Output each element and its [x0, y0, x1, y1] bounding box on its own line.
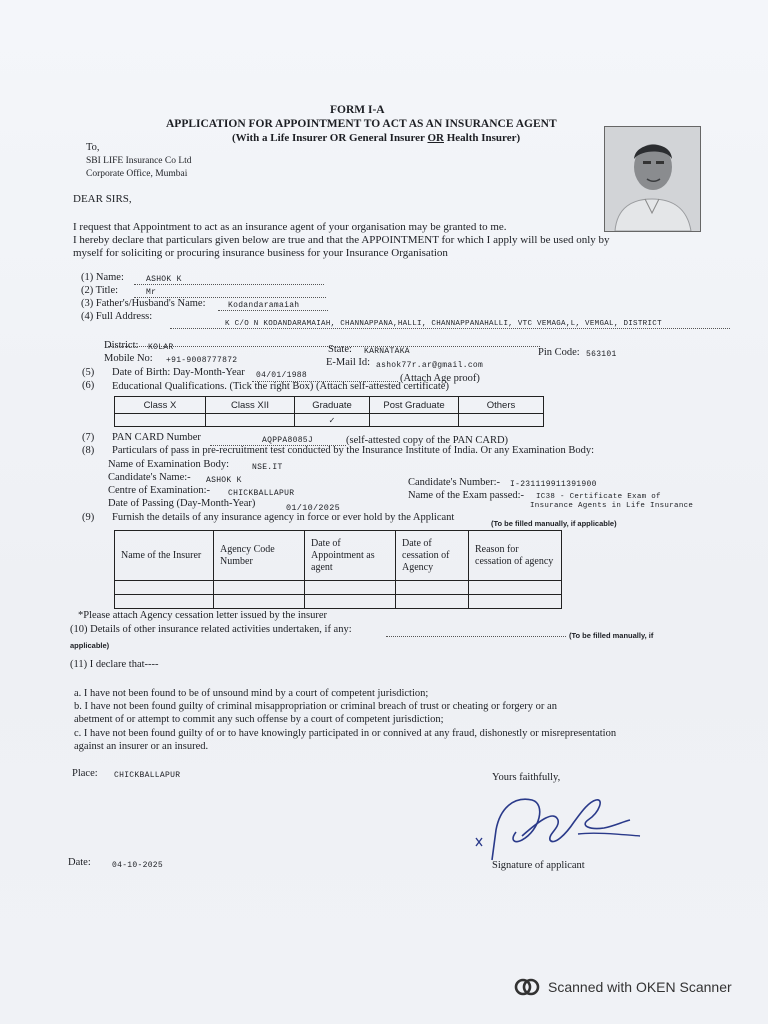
- agency-table: [114, 530, 562, 609]
- exam-centre-value: CHICKBALLAPUR: [228, 489, 295, 498]
- exam-passed-value-2: Insurance Agents in Life Insurance: [530, 502, 694, 510]
- edu-tick-class-xii[interactable]: [206, 414, 295, 427]
- declaration-c-2: against an insurer or an insured.: [74, 741, 209, 752]
- agency-header-code: Agency Code Number: [214, 531, 305, 581]
- mobile-value: +91-9008777872: [166, 356, 238, 365]
- addressee-line1: SBI LIFE Insurance Co Ltd: [86, 156, 192, 166]
- candidate-name-label: Candidate's Name:-: [108, 472, 191, 483]
- dob-label: Date of Birth: Day-Month-Year: [112, 367, 245, 378]
- agency-number: (9): [82, 512, 95, 523]
- pincode-value: 563101: [586, 350, 617, 359]
- declaration-a: a. I have not been found to be of unsound mind by a court of competent jurisdiction;: [74, 688, 429, 699]
- agency-cell[interactable]: [469, 595, 562, 609]
- person-photo-icon: [605, 127, 700, 231]
- district-value: KOLAR: [148, 343, 174, 352]
- candidate-name-value: ASHOK K: [206, 476, 242, 485]
- father-name-value: Kodandaramaiah: [228, 301, 300, 310]
- passing-date-label: Date of Passing (Day-Month-Year): [108, 498, 256, 509]
- exam-passed-value-1: IC38 - Certificate Exam of: [536, 493, 661, 501]
- applicant-photo: [604, 126, 701, 232]
- item-10-note-2: applicable): [70, 641, 110, 650]
- address-label: (4) Full Address:: [81, 311, 153, 322]
- oken-logo-icon: [514, 976, 540, 998]
- agency-note: (To be filled manually, if applicable): [491, 519, 617, 528]
- declaration-c-1: c. I have not been found guilty of or to have knowingly participated in or connived at any fraud, dishonestly or misrepresentation: [74, 728, 617, 739]
- intro-line-3: myself for soliciting or procuring insurance business for your Insurance Organisation: [73, 247, 448, 259]
- state-label: State:: [328, 344, 352, 355]
- item-10-note: (To be filled manually, if: [569, 631, 654, 640]
- address-value: K C/O N KODANDARAMAIAH, CHANNAPPANA,HALLI, CHANNAPPANAHALLI, VTC VEMAGA,L, VEMGAL, DISTRICT: [225, 320, 662, 328]
- edu-header-class-x: Class X: [115, 397, 206, 414]
- name-label: (1) Name:: [81, 272, 124, 283]
- email-value: ashok77r.ar@gmail.com: [376, 361, 484, 370]
- salutation: DEAR SIRS,: [73, 193, 132, 205]
- date-value: 04-10-2025: [112, 861, 164, 870]
- subtitle-or: OR: [427, 132, 444, 144]
- agency-header-reason: Reason for cessation of agency: [469, 531, 562, 581]
- exam-passed-label: Name of the Exam passed:-: [408, 490, 525, 501]
- exam-number: (8): [82, 445, 95, 456]
- candidate-number-label: Candidate's Number:-: [408, 477, 500, 488]
- education-table: [114, 396, 544, 427]
- pan-number: (7): [82, 432, 95, 443]
- email-label: E-Mail Id:: [326, 357, 371, 368]
- pan-note: (self-attested copy of the PAN CARD): [346, 435, 509, 446]
- date-label: Date:: [68, 857, 91, 868]
- scanner-watermark: [514, 976, 732, 998]
- pan-label: PAN CARD Number: [112, 432, 201, 443]
- subtitle-part-a: (With a Life Insurer OR General Insurer: [232, 132, 428, 144]
- applicant-signature: [470, 790, 650, 870]
- exam-line: Particulars of pass in pre-recruitment test conducted by the Insurance Institute of India. Or any Examination Body:: [112, 445, 594, 456]
- form-number: FORM I-A: [330, 104, 385, 116]
- declaration-b-2: abetment of or attempt to commit any such offense by a court of competent jurisdiction;: [74, 714, 444, 725]
- edu-header-graduate: Graduate: [295, 397, 370, 414]
- passing-date-value: 01/10/2025: [286, 503, 341, 513]
- intro-line-2: I hereby declare that particulars given below are true and that the APPOINTMENT for which I apply will be used only by: [73, 234, 610, 246]
- addressee-line2: Corporate Office, Mumbai: [86, 169, 188, 179]
- scanner-text: Scanned with OKEN Scanner: [548, 979, 732, 995]
- pincode-label: Pin Code:: [538, 347, 580, 358]
- title-label: (2) Title:: [81, 285, 119, 296]
- edu-tick-others[interactable]: [459, 414, 544, 427]
- candidate-number-value: I-231119911391900: [510, 480, 597, 489]
- agency-header-appointment: Date of Appointment as agent: [305, 531, 396, 581]
- agency-cell[interactable]: [305, 595, 396, 609]
- dob-number: (5): [82, 367, 95, 378]
- agency-header-cessation-date: Date of cessation of Agency: [396, 531, 469, 581]
- edu-tick-graduate[interactable]: ✓: [295, 414, 370, 427]
- exam-centre-label: Centre of Examination:-: [108, 485, 211, 496]
- edu-tick-post-graduate[interactable]: [370, 414, 459, 427]
- agency-header-insurer: Name of the Insurer: [115, 531, 214, 581]
- education-number: (6): [82, 380, 95, 391]
- agency-cell[interactable]: [115, 581, 214, 595]
- father-name-label: (3) Father's/Husband's Name:: [81, 298, 206, 309]
- addressee-to: To,: [86, 142, 100, 153]
- pan-value: AQPPA8085J: [262, 436, 314, 445]
- agency-cell[interactable]: [214, 581, 305, 595]
- agency-label: Furnish the details of any insurance agency in force or ever hold by the Applicant: [112, 512, 455, 523]
- title-value: Mr: [146, 288, 157, 297]
- agency-cell[interactable]: [396, 581, 469, 595]
- name-value: ASHOK K: [146, 275, 182, 284]
- mobile-label: Mobile No:: [104, 353, 153, 364]
- agency-cell[interactable]: [214, 595, 305, 609]
- agency-cell[interactable]: [396, 595, 469, 609]
- agency-cell[interactable]: [305, 581, 396, 595]
- signature-label: Signature of applicant: [492, 860, 585, 871]
- item-10-label: (10) Details of other insurance related activities undertaken, if any:: [70, 624, 352, 635]
- edu-header-post-graduate: Post Graduate: [370, 397, 459, 414]
- exam-body-value: NSE.IT: [252, 463, 283, 472]
- dob-value: 04/01/1988: [256, 371, 308, 380]
- agency-cell[interactable]: [469, 581, 562, 595]
- declaration-b-1: b. I have not been found guilty of criminal misappropriation or criminal breach of trust or cheating or forgery or an: [74, 701, 557, 712]
- intro-line-1: I request that Appointment to act as an insurance agent of your organisation may be granted to me.: [73, 221, 507, 233]
- dob-note: (Attach Age proof): [400, 373, 480, 384]
- subtitle-part-b: Health Insurer): [443, 132, 521, 144]
- place-value: CHICKBALLAPUR: [114, 771, 181, 780]
- form-title: APPLICATION FOR APPOINTMENT TO ACT AS AN INSURANCE AGENT: [166, 118, 557, 130]
- edu-header-class-xii: Class XII: [206, 397, 295, 414]
- district-label: District:: [104, 340, 139, 351]
- education-label: Educational Qualifications. (Tick the right Box) (Attach self-attested certificate): [112, 381, 449, 392]
- agency-cell[interactable]: [115, 595, 214, 609]
- edu-header-others: Others: [459, 397, 544, 414]
- exam-body-label: Name of Examination Body:: [108, 459, 230, 470]
- cessation-note: *Please attach Agency cessation letter issued by the insurer: [78, 610, 328, 621]
- edu-tick-class-x[interactable]: [115, 414, 206, 427]
- form-subtitle: [232, 132, 520, 144]
- place-label: Place:: [72, 768, 98, 779]
- state-value: KARNATAKA: [364, 347, 410, 356]
- item-11-label: (11) I declare that----: [70, 659, 159, 670]
- yours-faithfully: Yours faithfully,: [492, 772, 561, 783]
